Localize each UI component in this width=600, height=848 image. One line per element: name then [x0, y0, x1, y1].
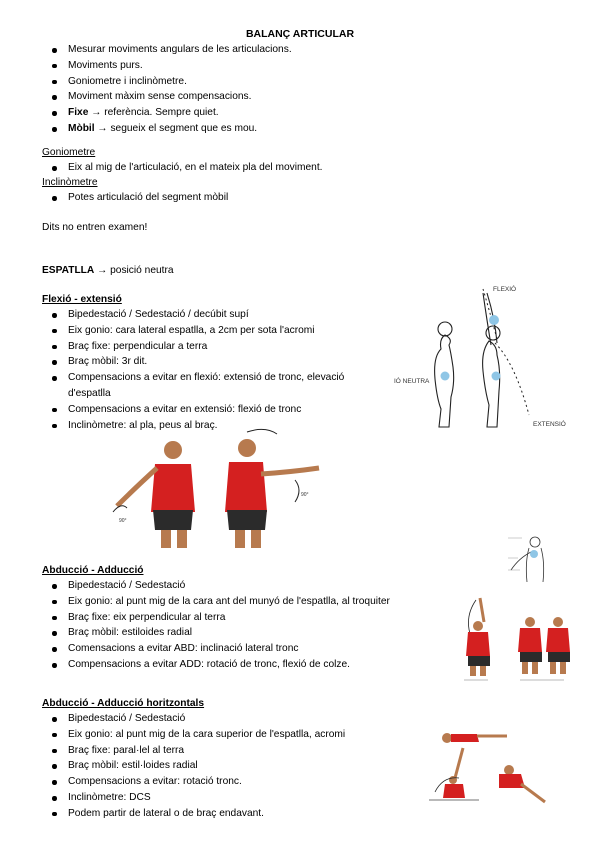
list-item-fixe: [42, 105, 292, 121]
list-item: Potes articulació del segment mòbil: [42, 190, 228, 206]
list-item: Mesurar moviments angulars de les articulacions.: [42, 42, 292, 58]
extensio-figure-label: EXTENSIÓ: [533, 421, 566, 428]
list-item: Bipedestació / Sedestació: [42, 711, 345, 727]
list-item: Eix gonio: al punt mig de la cara superior de l'espatlla, acromi: [42, 727, 345, 743]
mobil-desc: → segueix el segment que es mou.: [94, 123, 258, 135]
list-item: Compensacions a evitar en flexió: extensió de tronc, elevació d'espatlla: [42, 370, 387, 402]
flexio-heading: Flexió - extensió: [42, 294, 122, 305]
fixe-desc: → referència. Sempre quiet.: [88, 107, 219, 119]
fixe-term: Fixe: [68, 107, 89, 119]
espatlla-term: ESPATLLA: [42, 265, 95, 276]
inclinometre-list: [42, 190, 228, 206]
abduccio-h-list: [42, 711, 345, 822]
espatlla-line: [42, 263, 174, 279]
list-item: Eix gonio: al punt mig de la cara ant del munyó de l'espatlla, al troquiter: [42, 594, 390, 610]
list-item: Inclinòmetre: DCS: [42, 790, 345, 806]
list-item: Bipedestació / Sedestació / decúbit supí: [42, 307, 387, 323]
dits-note: Dits no entren examen!: [42, 222, 148, 233]
flexio-list: [42, 307, 387, 434]
svg-text:90°: 90°: [119, 518, 127, 524]
list-item: Eix gonio: cara lateral espatlla, a 2cm per sota l'acromi: [42, 323, 387, 339]
list-item: Goniometre i inclinòmetre.: [42, 74, 292, 90]
abduccio-heading: Abducció - Adducció: [42, 565, 144, 576]
list-item: Braç fixe: paral·lel al terra: [42, 743, 345, 759]
svg-text:90°: 90°: [301, 492, 309, 498]
horizontal-abduction-photo: [425, 720, 560, 810]
page-title: BALANÇ ARTICULAR: [245, 28, 355, 40]
goniometre-list: [42, 160, 322, 176]
flexion-extension-illustration: [393, 283, 568, 433]
list-item: Compensacions a evitar: rotació tronc.: [42, 774, 345, 790]
list-item-mobil: [42, 121, 292, 137]
espatlla-desc: → posició neutra: [94, 265, 174, 276]
inclinometre-heading: Inclinòmetre: [42, 177, 98, 188]
list-item: Podem partir de lateral o de braç endavant.: [42, 806, 345, 822]
list-item: Braç fixe: perpendicular a terra: [42, 339, 387, 355]
mobil-term: Mòbil: [68, 123, 95, 135]
list-item: Moviment màxim sense compensacions.: [42, 89, 292, 105]
abduction-adduction-photo: [456, 592, 574, 682]
list-item: Compensacions a evitar ADD: rotació de tronc, flexió de colze.: [42, 657, 390, 673]
list-item: Inclinòmetre: al pla, peus al braç.: [42, 418, 387, 434]
abduction-diagram: [505, 530, 560, 585]
list-item: Eix al mig de l'articulació, en el mateix pla del moviment.: [42, 160, 322, 176]
list-item: Comensacions a evitar ABD: inclinació lateral tronc: [42, 641, 390, 657]
neutra-figure-label: IÓ NEUTRA: [394, 378, 430, 385]
abduccio-list: [42, 578, 390, 673]
shoulder-measurement-photo: [95, 420, 335, 550]
list-item: Compensacions a evitar en extensió: flexió de tronc: [42, 402, 387, 418]
flexio-figure-label: FLEXIÓ: [493, 286, 517, 293]
list-item: Braç mòbil: estiloides radial: [42, 625, 390, 641]
list-item: Bipedestació / Sedestació: [42, 578, 390, 594]
abduccio-h-heading: Abducció - Adducció horitzontals: [42, 698, 205, 709]
intro-list: [42, 42, 292, 137]
list-item: Moviments purs.: [42, 58, 292, 74]
list-item: Braç fixe: eix perpendicular al terra: [42, 610, 390, 626]
goniometre-heading: Goniometre: [42, 147, 96, 158]
list-item: Braç mòbil: estil·loides radial: [42, 758, 345, 774]
list-item: Braç mòbil: 3r dit.: [42, 354, 387, 370]
